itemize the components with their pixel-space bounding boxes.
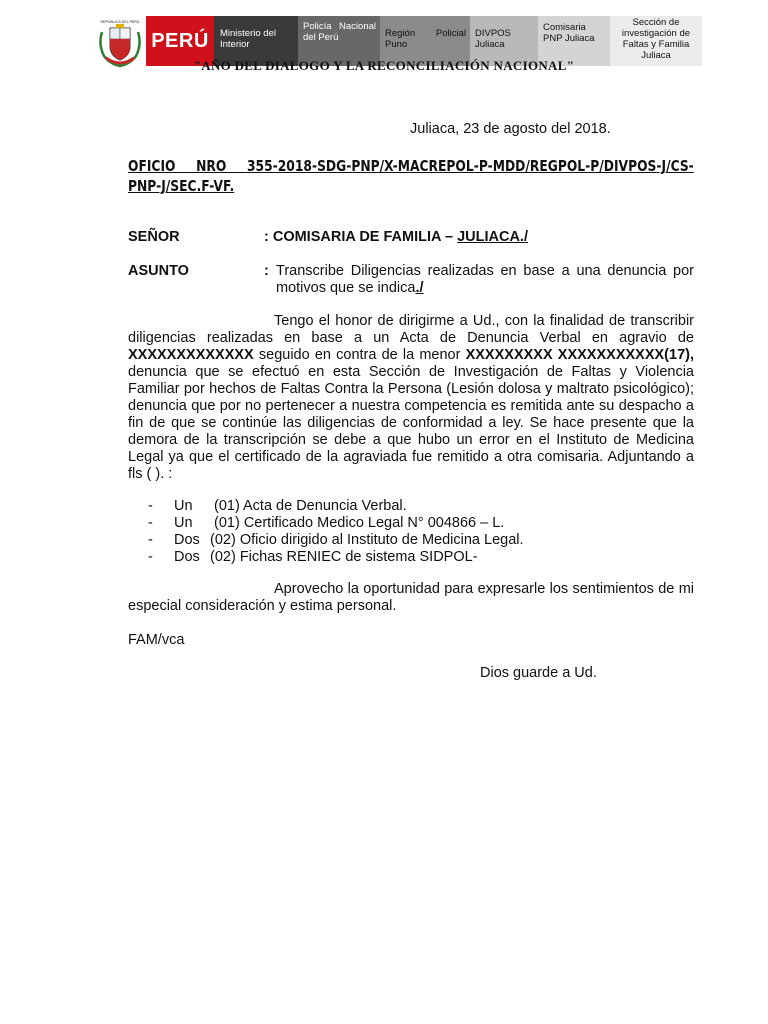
list-item-text: (01) Acta de Denuncia Verbal.	[214, 498, 407, 514]
p2-text: Aprovecho la oportunidad para expresarle los sentimientos de mi especial consideración y estima personal.	[128, 581, 694, 614]
year-motto: "AÑO DEL DIALOGO Y LA RECONCILIACIÓN NACIONAL"	[193, 58, 575, 73]
police-label: Policía Nacional del Perú	[303, 21, 376, 43]
list-quantity-word: Dos	[174, 532, 200, 548]
subject-colon: :	[264, 263, 269, 279]
p1-intro: Tengo el honor de dirigirme a Ud., con la finalidad de transcribir diligencias realizadas en base a un Acta de Denuncia Verbal en agravio de	[128, 313, 694, 346]
body-paragraph-1	[128, 313, 694, 483]
redacted-name-1: XXXXXXXXXXXXX	[128, 347, 254, 363]
author-initials: FAM/vca	[128, 632, 185, 648]
comisaria-label: Comisaria PNP Juliaca	[543, 22, 595, 44]
list-item-text: (02) Oficio dirigido al Instituto de Medicina Legal.	[210, 532, 524, 548]
p1-rest: denuncia que se efectuó en esta Sección de Investigación de Faltas y Violencia Familiar por hechos de Faltas Contra la Persona (Lesión dolosa y maltrato psicológico); denuncia que por no pertenecer a nuestra competencia es remitida ante su despacho a fin de que se continúe las diligencias de conformidad a ley. Se hace presente que la demora de la transcripción se debe a que hubo un error en el Instituto de Medicina Legal ya que el certificado de la agraviada fue remitido a otra comisaria. Adjuntando a fls ( ). :	[128, 364, 694, 482]
list-quantity-word: Un	[174, 498, 193, 514]
divpos-label: DIVPOS Juliaca	[475, 28, 511, 50]
subject-end-mark: ./	[415, 280, 424, 296]
recipient-city: JULIACA./	[457, 229, 528, 245]
closing-salutation: Dios guarde a Ud.	[480, 665, 597, 681]
recipient-value	[264, 229, 528, 246]
country-label: PERÚ	[151, 29, 209, 52]
ministry-label: Ministerio del Interior	[220, 28, 276, 50]
city-date: Juliaca, 23 de agosto del 2018.	[410, 121, 611, 137]
list-quantity-word: Dos	[174, 549, 200, 565]
list-dash: -	[148, 532, 153, 548]
list-dash: -	[148, 515, 153, 531]
list-dash: -	[148, 498, 153, 514]
section-label: Sección de investigación de Faltas y Familia Juliaca	[621, 17, 691, 61]
recipient-label: SEÑOR	[128, 229, 180, 245]
redacted-name-2: XXXXXXXXX XXXXXXXXXXX(17),	[465, 347, 694, 363]
region-label: Región Policial Puno	[385, 28, 466, 50]
p1-mid: seguido en contra de la menor	[253, 347, 466, 363]
oficio-number: OFICIO NRO 355-2018-SDG-PNP/X-MACREPOL-P-MDD/REGPOL-P/DIVPOS-J/CS-PNP-J/SEC.F-VF.	[128, 157, 694, 195]
subject-text	[276, 263, 694, 297]
subject-label: ASUNTO	[128, 263, 189, 279]
list-item-text: (01) Certificado Medico Legal N° 004866 – L.	[214, 515, 505, 531]
list-quantity-word: Un	[174, 515, 193, 531]
svg-text:REPÚBLICA DEL PERÚ: REPÚBLICA DEL PERÚ	[100, 20, 140, 24]
subject-body: Transcribe Diligencias realizadas en base a una denuncia por motivos que se indica	[276, 263, 694, 296]
recipient-name: : COMISARIA DE FAMILIA –	[264, 229, 458, 245]
list-item-text: (02) Fichas RENIEC de sistema SIDPOL-	[210, 549, 478, 565]
list-dash: -	[148, 549, 153, 565]
body-paragraph-2	[128, 581, 694, 615]
